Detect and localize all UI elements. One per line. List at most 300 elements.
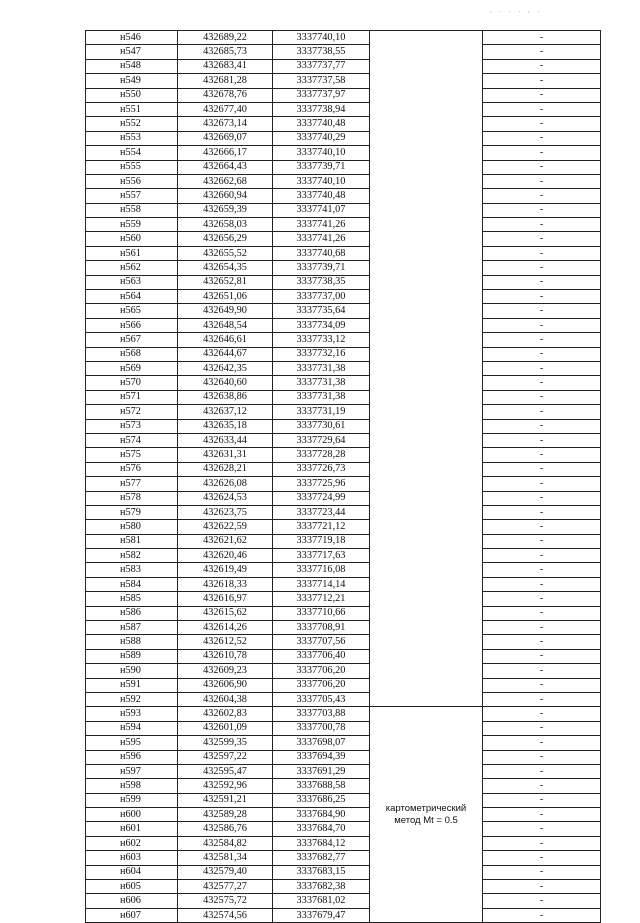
x-coordinate-cell: 432599,35 xyxy=(178,736,273,750)
y-coordinate-cell: 3337730,61 xyxy=(273,419,370,433)
x-coordinate-cell: 432660,94 xyxy=(178,189,273,203)
point-name-cell: н553 xyxy=(86,131,178,145)
accuracy-cell: - xyxy=(483,880,601,894)
x-coordinate-cell: 432658,03 xyxy=(178,218,273,232)
accuracy-cell: - xyxy=(483,246,601,260)
table-row xyxy=(86,232,601,246)
y-coordinate-cell: 3337698,07 xyxy=(273,736,370,750)
point-name-cell: н590 xyxy=(86,664,178,678)
x-coordinate-cell: 432622,59 xyxy=(178,520,273,534)
y-coordinate-cell: 3337724,99 xyxy=(273,491,370,505)
accuracy-cell: - xyxy=(483,836,601,850)
accuracy-cell: - xyxy=(483,45,601,59)
point-name-cell: н562 xyxy=(86,261,178,275)
table-row xyxy=(86,347,601,361)
point-name-cell: н548 xyxy=(86,59,178,73)
point-name-cell: н557 xyxy=(86,189,178,203)
point-name-cell: н570 xyxy=(86,376,178,390)
point-name-cell: н598 xyxy=(86,779,178,793)
x-coordinate-cell: 432656,29 xyxy=(178,232,273,246)
y-coordinate-cell: 3337738,35 xyxy=(273,275,370,289)
table-row xyxy=(86,880,601,894)
table-row xyxy=(86,822,601,836)
y-coordinate-cell: 3337731,38 xyxy=(273,390,370,404)
y-coordinate-cell: 3337732,16 xyxy=(273,347,370,361)
x-coordinate-cell: 432648,54 xyxy=(178,318,273,332)
point-name-cell: н551 xyxy=(86,102,178,116)
table-row xyxy=(86,865,601,879)
x-coordinate-cell: 432659,39 xyxy=(178,203,273,217)
accuracy-cell: - xyxy=(483,361,601,375)
x-coordinate-cell: 432616,97 xyxy=(178,592,273,606)
point-name-cell: н606 xyxy=(86,894,178,908)
point-name-cell: н560 xyxy=(86,232,178,246)
accuracy-cell: - xyxy=(483,621,601,635)
accuracy-cell: - xyxy=(483,218,601,232)
point-name-cell: н604 xyxy=(86,865,178,879)
point-name-cell: н569 xyxy=(86,361,178,375)
x-coordinate-cell: 432581,34 xyxy=(178,851,273,865)
x-coordinate-cell: 432689,22 xyxy=(178,31,273,45)
table-row xyxy=(86,318,601,332)
table-row xyxy=(86,606,601,620)
page-header-marks: , . . . , . xyxy=(490,6,543,14)
table-row xyxy=(86,721,601,735)
y-coordinate-cell: 3337739,71 xyxy=(273,160,370,174)
point-name-cell: н594 xyxy=(86,721,178,735)
point-name-cell: н554 xyxy=(86,146,178,160)
table-row xyxy=(86,218,601,232)
method-cell-upper xyxy=(370,31,483,707)
table-row xyxy=(86,448,601,462)
table-row xyxy=(86,649,601,663)
y-coordinate-cell: 3337740,10 xyxy=(273,174,370,188)
table-row xyxy=(86,333,601,347)
accuracy-cell: - xyxy=(483,649,601,663)
table-row xyxy=(86,577,601,591)
accuracy-cell: - xyxy=(483,160,601,174)
y-coordinate-cell: 3337741,07 xyxy=(273,203,370,217)
accuracy-cell: - xyxy=(483,491,601,505)
accuracy-cell: - xyxy=(483,664,601,678)
table-row xyxy=(86,275,601,289)
accuracy-cell: - xyxy=(483,290,601,304)
y-coordinate-cell: 3337741,26 xyxy=(273,232,370,246)
accuracy-cell: - xyxy=(483,750,601,764)
point-name-cell: н593 xyxy=(86,707,178,721)
accuracy-cell: - xyxy=(483,203,601,217)
x-coordinate-cell: 432579,40 xyxy=(178,865,273,879)
accuracy-cell: - xyxy=(483,419,601,433)
point-name-cell: н581 xyxy=(86,534,178,548)
accuracy-cell: - xyxy=(483,549,601,563)
point-name-cell: н601 xyxy=(86,822,178,836)
accuracy-cell: - xyxy=(483,174,601,188)
x-coordinate-cell: 432626,08 xyxy=(178,477,273,491)
y-coordinate-cell: 3337723,44 xyxy=(273,505,370,519)
accuracy-cell: - xyxy=(483,822,601,836)
point-name-cell: н574 xyxy=(86,433,178,447)
accuracy-cell: - xyxy=(483,692,601,706)
point-name-cell: н595 xyxy=(86,736,178,750)
y-coordinate-cell: 3337734,09 xyxy=(273,318,370,332)
x-coordinate-cell: 432575,72 xyxy=(178,894,273,908)
y-coordinate-cell: 3337707,56 xyxy=(273,635,370,649)
point-name-cell: н578 xyxy=(86,491,178,505)
coordinates-table-body xyxy=(86,31,601,923)
x-coordinate-cell: 432628,21 xyxy=(178,462,273,476)
accuracy-cell: - xyxy=(483,131,601,145)
y-coordinate-cell: 3337721,12 xyxy=(273,520,370,534)
accuracy-cell: - xyxy=(483,59,601,73)
x-coordinate-cell: 432589,28 xyxy=(178,808,273,822)
point-name-cell: н555 xyxy=(86,160,178,174)
point-name-cell: н588 xyxy=(86,635,178,649)
accuracy-cell: - xyxy=(483,534,601,548)
point-name-cell: н550 xyxy=(86,88,178,102)
x-coordinate-cell: 432610,78 xyxy=(178,649,273,663)
x-coordinate-cell: 432595,47 xyxy=(178,764,273,778)
x-coordinate-cell: 432574,56 xyxy=(178,908,273,922)
point-name-cell: н547 xyxy=(86,45,178,59)
point-name-cell: н561 xyxy=(86,246,178,260)
table-row xyxy=(86,390,601,404)
point-name-cell: н565 xyxy=(86,304,178,318)
accuracy-cell: - xyxy=(483,376,601,390)
y-coordinate-cell: 3337717,63 xyxy=(273,549,370,563)
x-coordinate-cell: 432685,73 xyxy=(178,45,273,59)
point-name-cell: н556 xyxy=(86,174,178,188)
y-coordinate-cell: 3337731,38 xyxy=(273,361,370,375)
table-row xyxy=(86,290,601,304)
x-coordinate-cell: 432597,22 xyxy=(178,750,273,764)
x-coordinate-cell: 432618,33 xyxy=(178,577,273,591)
y-coordinate-cell: 3337725,96 xyxy=(273,477,370,491)
y-coordinate-cell: 3337733,12 xyxy=(273,333,370,347)
x-coordinate-cell: 432677,40 xyxy=(178,102,273,116)
x-coordinate-cell: 432635,18 xyxy=(178,419,273,433)
table-row xyxy=(86,102,601,116)
x-coordinate-cell: 432586,76 xyxy=(178,822,273,836)
table-row xyxy=(86,563,601,577)
y-coordinate-cell: 3337740,48 xyxy=(273,189,370,203)
method-cell-lower: картометрический метод Mt = 0.5 xyxy=(370,707,483,923)
table-row xyxy=(86,793,601,807)
y-coordinate-cell: 3337705,43 xyxy=(273,692,370,706)
point-name-cell: н583 xyxy=(86,563,178,577)
point-name-cell: н558 xyxy=(86,203,178,217)
x-coordinate-cell: 432654,35 xyxy=(178,261,273,275)
table-row xyxy=(86,779,601,793)
table-row xyxy=(86,433,601,447)
y-coordinate-cell: 3337738,55 xyxy=(273,45,370,59)
point-name-cell: н564 xyxy=(86,290,178,304)
y-coordinate-cell: 3337688,58 xyxy=(273,779,370,793)
x-coordinate-cell: 432666,17 xyxy=(178,146,273,160)
y-coordinate-cell: 3337731,19 xyxy=(273,405,370,419)
table-row xyxy=(86,505,601,519)
y-coordinate-cell: 3337686,25 xyxy=(273,793,370,807)
x-coordinate-cell: 432681,28 xyxy=(178,74,273,88)
x-coordinate-cell: 432609,23 xyxy=(178,664,273,678)
y-coordinate-cell: 3337728,28 xyxy=(273,448,370,462)
accuracy-cell: - xyxy=(483,779,601,793)
y-coordinate-cell: 3337737,00 xyxy=(273,290,370,304)
x-coordinate-cell: 432592,96 xyxy=(178,779,273,793)
accuracy-cell: - xyxy=(483,390,601,404)
accuracy-cell: - xyxy=(483,577,601,591)
x-coordinate-cell: 432638,86 xyxy=(178,390,273,404)
point-name-cell: н591 xyxy=(86,678,178,692)
accuracy-cell: - xyxy=(483,707,601,721)
accuracy-cell: - xyxy=(483,721,601,735)
table-row xyxy=(86,592,601,606)
table-row xyxy=(86,74,601,88)
accuracy-cell: - xyxy=(483,808,601,822)
x-coordinate-cell: 432612,52 xyxy=(178,635,273,649)
accuracy-cell: - xyxy=(483,851,601,865)
point-name-cell: н584 xyxy=(86,577,178,591)
y-coordinate-cell: 3337684,90 xyxy=(273,808,370,822)
point-name-cell: н592 xyxy=(86,692,178,706)
table-row xyxy=(86,189,601,203)
point-name-cell: н597 xyxy=(86,764,178,778)
point-name-cell: н603 xyxy=(86,851,178,865)
table-row xyxy=(86,146,601,160)
table-row xyxy=(86,750,601,764)
y-coordinate-cell: 3337714,14 xyxy=(273,577,370,591)
accuracy-cell: - xyxy=(483,232,601,246)
accuracy-cell: - xyxy=(483,31,601,45)
y-coordinate-cell: 3337712,21 xyxy=(273,592,370,606)
accuracy-cell: - xyxy=(483,304,601,318)
table-row xyxy=(86,59,601,73)
accuracy-cell: - xyxy=(483,793,601,807)
y-coordinate-cell: 3337682,77 xyxy=(273,851,370,865)
x-coordinate-cell: 432637,12 xyxy=(178,405,273,419)
table-row xyxy=(86,246,601,260)
x-coordinate-cell: 432606,90 xyxy=(178,678,273,692)
coordinates-table xyxy=(85,30,601,923)
x-coordinate-cell: 432644,67 xyxy=(178,347,273,361)
table-row xyxy=(86,836,601,850)
x-coordinate-cell: 432601,09 xyxy=(178,721,273,735)
accuracy-cell: - xyxy=(483,865,601,879)
y-coordinate-cell: 3337737,77 xyxy=(273,59,370,73)
table-row xyxy=(86,908,601,922)
table-row xyxy=(86,174,601,188)
x-coordinate-cell: 432678,76 xyxy=(178,88,273,102)
table-row xyxy=(86,376,601,390)
table-row xyxy=(86,678,601,692)
table-row xyxy=(86,131,601,145)
y-coordinate-cell: 3337738,94 xyxy=(273,102,370,116)
table-row xyxy=(86,261,601,275)
accuracy-cell: - xyxy=(483,462,601,476)
x-coordinate-cell: 432620,46 xyxy=(178,549,273,563)
point-name-cell: н596 xyxy=(86,750,178,764)
x-coordinate-cell: 432623,75 xyxy=(178,505,273,519)
table-row xyxy=(86,707,601,721)
accuracy-cell: - xyxy=(483,563,601,577)
accuracy-cell: - xyxy=(483,908,601,922)
point-name-cell: н566 xyxy=(86,318,178,332)
point-name-cell: н602 xyxy=(86,836,178,850)
accuracy-cell: - xyxy=(483,678,601,692)
table-row xyxy=(86,45,601,59)
x-coordinate-cell: 432651,06 xyxy=(178,290,273,304)
accuracy-cell: - xyxy=(483,117,601,131)
point-name-cell: н587 xyxy=(86,621,178,635)
point-name-cell: н559 xyxy=(86,218,178,232)
accuracy-cell: - xyxy=(483,448,601,462)
point-name-cell: н552 xyxy=(86,117,178,131)
y-coordinate-cell: 3337740,29 xyxy=(273,131,370,145)
y-coordinate-cell: 3337691,29 xyxy=(273,764,370,778)
y-coordinate-cell: 3337740,68 xyxy=(273,246,370,260)
y-coordinate-cell: 3337716,08 xyxy=(273,563,370,577)
table-row xyxy=(86,736,601,750)
point-name-cell: н576 xyxy=(86,462,178,476)
accuracy-cell: - xyxy=(483,764,601,778)
x-coordinate-cell: 432615,62 xyxy=(178,606,273,620)
y-coordinate-cell: 3337741,26 xyxy=(273,218,370,232)
accuracy-cell: - xyxy=(483,318,601,332)
y-coordinate-cell: 3337739,71 xyxy=(273,261,370,275)
accuracy-cell: - xyxy=(483,635,601,649)
x-coordinate-cell: 432577,27 xyxy=(178,880,273,894)
y-coordinate-cell: 3337719,18 xyxy=(273,534,370,548)
accuracy-cell: - xyxy=(483,146,601,160)
point-name-cell: н589 xyxy=(86,649,178,663)
point-name-cell: н567 xyxy=(86,333,178,347)
x-coordinate-cell: 432649,90 xyxy=(178,304,273,318)
accuracy-cell: - xyxy=(483,275,601,289)
accuracy-cell: - xyxy=(483,102,601,116)
point-name-cell: н575 xyxy=(86,448,178,462)
table-row xyxy=(86,520,601,534)
y-coordinate-cell: 3337679,47 xyxy=(273,908,370,922)
x-coordinate-cell: 432631,31 xyxy=(178,448,273,462)
accuracy-cell: - xyxy=(483,347,601,361)
x-coordinate-cell: 432640,60 xyxy=(178,376,273,390)
accuracy-cell: - xyxy=(483,505,601,519)
y-coordinate-cell: 3337740,10 xyxy=(273,31,370,45)
y-coordinate-cell: 3337729,64 xyxy=(273,433,370,447)
y-coordinate-cell: 3337740,48 xyxy=(273,117,370,131)
x-coordinate-cell: 432602,83 xyxy=(178,707,273,721)
y-coordinate-cell: 3337735,64 xyxy=(273,304,370,318)
y-coordinate-cell: 3337684,12 xyxy=(273,836,370,850)
point-name-cell: н572 xyxy=(86,405,178,419)
x-coordinate-cell: 432604,38 xyxy=(178,692,273,706)
table-row xyxy=(86,419,601,433)
point-name-cell: н582 xyxy=(86,549,178,563)
x-coordinate-cell: 432646,61 xyxy=(178,333,273,347)
x-coordinate-cell: 432624,53 xyxy=(178,491,273,505)
y-coordinate-cell: 3337737,97 xyxy=(273,88,370,102)
y-coordinate-cell: 3337706,20 xyxy=(273,664,370,678)
table-row xyxy=(86,477,601,491)
table-row xyxy=(86,491,601,505)
accuracy-cell: - xyxy=(483,261,601,275)
table-row xyxy=(86,534,601,548)
table-row xyxy=(86,549,601,563)
accuracy-cell: - xyxy=(483,189,601,203)
accuracy-cell: - xyxy=(483,74,601,88)
table-row xyxy=(86,88,601,102)
accuracy-cell: - xyxy=(483,606,601,620)
y-coordinate-cell: 3337706,40 xyxy=(273,649,370,663)
point-name-cell: н600 xyxy=(86,808,178,822)
x-coordinate-cell: 432669,07 xyxy=(178,131,273,145)
y-coordinate-cell: 3337684,70 xyxy=(273,822,370,836)
table-row xyxy=(86,664,601,678)
point-name-cell: н573 xyxy=(86,419,178,433)
x-coordinate-cell: 432614,26 xyxy=(178,621,273,635)
accuracy-cell: - xyxy=(483,405,601,419)
point-name-cell: н580 xyxy=(86,520,178,534)
point-name-cell: н585 xyxy=(86,592,178,606)
point-name-cell: н568 xyxy=(86,347,178,361)
table-row xyxy=(86,764,601,778)
x-coordinate-cell: 432664,43 xyxy=(178,160,273,174)
point-name-cell: н586 xyxy=(86,606,178,620)
y-coordinate-cell: 3337683,15 xyxy=(273,865,370,879)
x-coordinate-cell: 432591,21 xyxy=(178,793,273,807)
point-name-cell: н579 xyxy=(86,505,178,519)
accuracy-cell: - xyxy=(483,592,601,606)
accuracy-cell: - xyxy=(483,88,601,102)
table-row xyxy=(86,621,601,635)
y-coordinate-cell: 3337700,78 xyxy=(273,721,370,735)
x-coordinate-cell: 432655,52 xyxy=(178,246,273,260)
table-row xyxy=(86,203,601,217)
y-coordinate-cell: 3337726,73 xyxy=(273,462,370,476)
y-coordinate-cell: 3337703,88 xyxy=(273,707,370,721)
accuracy-cell: - xyxy=(483,433,601,447)
y-coordinate-cell: 3337694,39 xyxy=(273,750,370,764)
y-coordinate-cell: 3337731,38 xyxy=(273,376,370,390)
table-row xyxy=(86,462,601,476)
point-name-cell: н546 xyxy=(86,31,178,45)
y-coordinate-cell: 3337706,20 xyxy=(273,678,370,692)
point-name-cell: н607 xyxy=(86,908,178,922)
table-row xyxy=(86,692,601,706)
x-coordinate-cell: 432673,14 xyxy=(178,117,273,131)
table-row xyxy=(86,160,601,174)
x-coordinate-cell: 432642,35 xyxy=(178,361,273,375)
table-row xyxy=(86,851,601,865)
y-coordinate-cell: 3337737,58 xyxy=(273,74,370,88)
accuracy-cell: - xyxy=(483,333,601,347)
x-coordinate-cell: 432619,49 xyxy=(178,563,273,577)
point-name-cell: н549 xyxy=(86,74,178,88)
y-coordinate-cell: 3337682,38 xyxy=(273,880,370,894)
accuracy-cell: - xyxy=(483,520,601,534)
x-coordinate-cell: 432633,44 xyxy=(178,433,273,447)
x-coordinate-cell: 432683,41 xyxy=(178,59,273,73)
table-row xyxy=(86,361,601,375)
y-coordinate-cell: 3337708,91 xyxy=(273,621,370,635)
point-name-cell: н571 xyxy=(86,390,178,404)
x-coordinate-cell: 432584,82 xyxy=(178,836,273,850)
y-coordinate-cell: 3337681,02 xyxy=(273,894,370,908)
accuracy-cell: - xyxy=(483,736,601,750)
table-row xyxy=(86,808,601,822)
point-name-cell: н599 xyxy=(86,793,178,807)
accuracy-cell: - xyxy=(483,894,601,908)
